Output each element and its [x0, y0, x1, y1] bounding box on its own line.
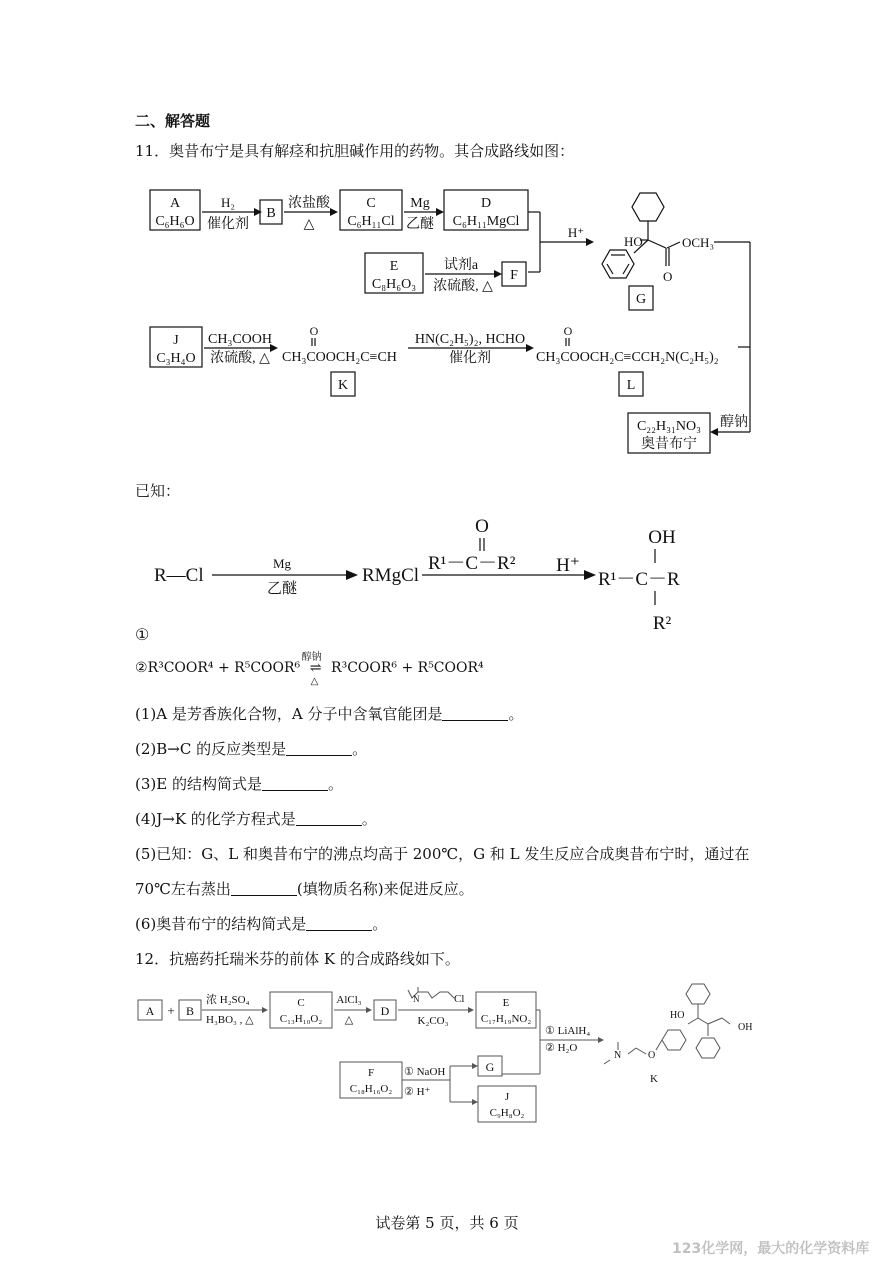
cond-EF-top: 试剂a: [443, 258, 479, 273]
G-label: G: [635, 292, 647, 307]
J-formula: C₃H₄O: [156, 351, 196, 366]
cond-AB-bottom: 催化剂: [207, 217, 249, 232]
A-label: A: [169, 196, 181, 211]
cond-CD-top: Mg: [410, 196, 430, 211]
section-title: 二、解答题: [135, 112, 211, 130]
product-formula: C₂₂H₃₁NO₃: [636, 419, 702, 434]
known2-arrow: 醇钠 ⇌ △: [305, 660, 327, 676]
known1-scheme: [0, 505, 894, 645]
cond-final: 醇钠: [720, 415, 748, 430]
q12-A: A: [145, 1004, 155, 1018]
q12-C-label: C: [297, 997, 305, 1009]
product-name: 奥昔布宁: [641, 437, 697, 452]
q11-question-3: (3)E 的结构简式是 。: [135, 775, 343, 793]
cond-JK-top: CH₃COOH: [208, 332, 272, 347]
q11-question-2: (2)B→C 的反应类型是 。: [135, 740, 368, 758]
known1-index: ①: [135, 627, 150, 644]
G-O: O: [663, 269, 673, 284]
q11-intro: 11．奥昔布宁是具有解痉和抗胆碱作用的药物。其合成路线如图：: [135, 142, 575, 160]
cond-BC-bottom: △: [303, 217, 315, 232]
K-label: K: [337, 378, 349, 393]
q12-cond-CD-top: AlCl₃: [336, 994, 362, 1006]
known1-ketone-o: O: [475, 516, 489, 537]
A-formula: C₆H₆O: [155, 214, 195, 229]
answer-blank-3[interactable]: [262, 776, 328, 791]
q12-K-structure: [604, 984, 752, 1064]
q11-scheme: [0, 0, 894, 470]
q12-plus: +: [167, 1003, 175, 1018]
answer-blank-6[interactable]: [306, 916, 372, 931]
C-label: C: [366, 196, 376, 211]
cond-CD-bottom: 乙醚: [406, 217, 434, 232]
G-HO: HO: [624, 234, 643, 249]
known-label: 已知：: [135, 482, 181, 500]
q11-question-5b: 70℃左右蒸出 (填物质名称)来促进反应。: [135, 880, 474, 898]
q12-intro: 12．抗癌药托瑞米芬的前体 K 的合成路线如下。: [135, 950, 460, 968]
q11-question-6: (6)奥昔布宁的结构简式是 。: [135, 915, 388, 933]
known2-cond-top: 醇钠: [301, 652, 322, 663]
known1-product: R¹－C－R: [598, 569, 680, 590]
q12-C-formula: C₁₃H₁₀O₂: [279, 1013, 323, 1025]
C-formula: C₆H₁₁Cl: [347, 214, 395, 229]
F-label: F: [510, 268, 518, 283]
known1-product-r2: R²: [652, 613, 672, 634]
L-O: O: [563, 324, 573, 338]
known2-left: R³COOR⁴ + R⁵COOR⁶: [147, 660, 301, 676]
q12-E-label: E: [502, 997, 510, 1009]
cond-JK-bottom: 浓硫酸, △: [210, 351, 270, 366]
known1-ketone: R¹－C－R²: [428, 553, 516, 574]
G-OCH3: OCH₃: [682, 235, 714, 250]
q12-cond-DE-n: N: [413, 994, 420, 1004]
q12-cond-F-1: ① NaOH: [404, 1066, 446, 1078]
q12-cond-EK-2: ② H₂O: [545, 1042, 578, 1054]
q12-J-label: J: [504, 1091, 510, 1103]
q12-K-ho: HO: [670, 1010, 685, 1021]
q12-K-o: O: [648, 1050, 656, 1061]
cond-KL-top: HN(C₂H₅)₂, HCHO: [414, 332, 526, 347]
q12-cond-CD-bottom: △: [344, 1014, 354, 1026]
known1-intermediate: RMgCl: [362, 565, 420, 586]
B-label: B: [266, 206, 276, 221]
known2-cond-bottom: △: [310, 676, 319, 687]
q12-cond-DE-cl: Cl: [454, 993, 465, 1005]
known1-product-oh: OH: [648, 527, 676, 548]
cond-AB-top: H₂: [221, 195, 235, 210]
watermark: 123化学网，最大的化学资料库: [672, 1241, 870, 1257]
J-label: J: [173, 333, 179, 348]
K-structure: CH₃COOCH₂C≡CH: [282, 350, 397, 365]
known2: [135, 652, 484, 687]
q12-cond-AB-bottom: H₃BO₃ , △: [206, 1014, 254, 1026]
q12-B: B: [185, 1004, 195, 1018]
q12-cond-AB-top: 浓 H₂SO₄: [206, 994, 250, 1006]
q12-E-formula: C₁₇H₁₉NO₂: [480, 1013, 532, 1025]
cond-DF-G: H⁺: [567, 225, 585, 240]
K-O: O: [309, 324, 319, 338]
q12-K-n: N: [614, 1050, 622, 1061]
q11-question-1: (1)A 是芳香族化合物，A 分子中含氧官能团是 。: [135, 705, 524, 723]
page-footer: 试卷第 5 页，共 6 页: [375, 1214, 519, 1232]
E-label: E: [389, 259, 399, 274]
answer-blank-4[interactable]: [296, 811, 362, 826]
q11-question-5: (5)已知：G、L 和奥昔布宁的沸点均高于 200℃，G 和 L 发生反应合成奥昔布宁时，通过在: [135, 845, 750, 863]
q12-cond-DE-bottom: K₂CO₃: [417, 1015, 449, 1027]
q11-question-4: (4)J→K 的化学方程式是 。: [135, 810, 377, 828]
q12-cond-F-2: ② H⁺: [404, 1086, 431, 1098]
L-label: L: [626, 378, 636, 393]
answer-blank-2[interactable]: [286, 741, 352, 756]
known1-acid: H⁺: [556, 555, 580, 576]
q12-D: D: [380, 1004, 390, 1018]
q12-G: G: [485, 1060, 495, 1074]
q12-K-oh: OH: [738, 1022, 753, 1033]
known2-index: ②: [135, 660, 148, 676]
q12-scheme: [0, 978, 894, 1138]
cond-KL-bottom: 催化剂: [449, 351, 491, 366]
q12-F-formula: C₁₈H₁₆O₂: [349, 1083, 393, 1095]
q12-F-label: F: [367, 1067, 375, 1079]
known1-start: R—Cl: [154, 565, 204, 586]
D-label: D: [480, 196, 492, 211]
q12-cond-EK-1: ① LiAlH₄: [545, 1025, 591, 1037]
q12-K-label: K: [650, 1073, 658, 1085]
q12-J-formula: C₉H₈O₂: [489, 1107, 525, 1119]
cond-BC-top: 浓盐酸: [288, 196, 330, 211]
D-formula: C₆H₁₁MgCl: [452, 214, 520, 229]
E-formula: C₈H₆O₃: [371, 277, 417, 292]
answer-blank-5[interactable]: [231, 881, 297, 896]
known1-reagent-top: Mg: [272, 556, 292, 571]
L-structure: CH₃COOCH₂C≡CCH₂N(C₂H₅)₂: [536, 350, 719, 365]
known2-right: R³COOR⁶ + R⁵COOR⁴: [331, 660, 484, 676]
known1-reagent-bottom: 乙醚: [266, 581, 298, 597]
answer-blank-1[interactable]: [442, 706, 508, 721]
cond-EF-bottom: 浓硫酸, △: [433, 279, 493, 294]
